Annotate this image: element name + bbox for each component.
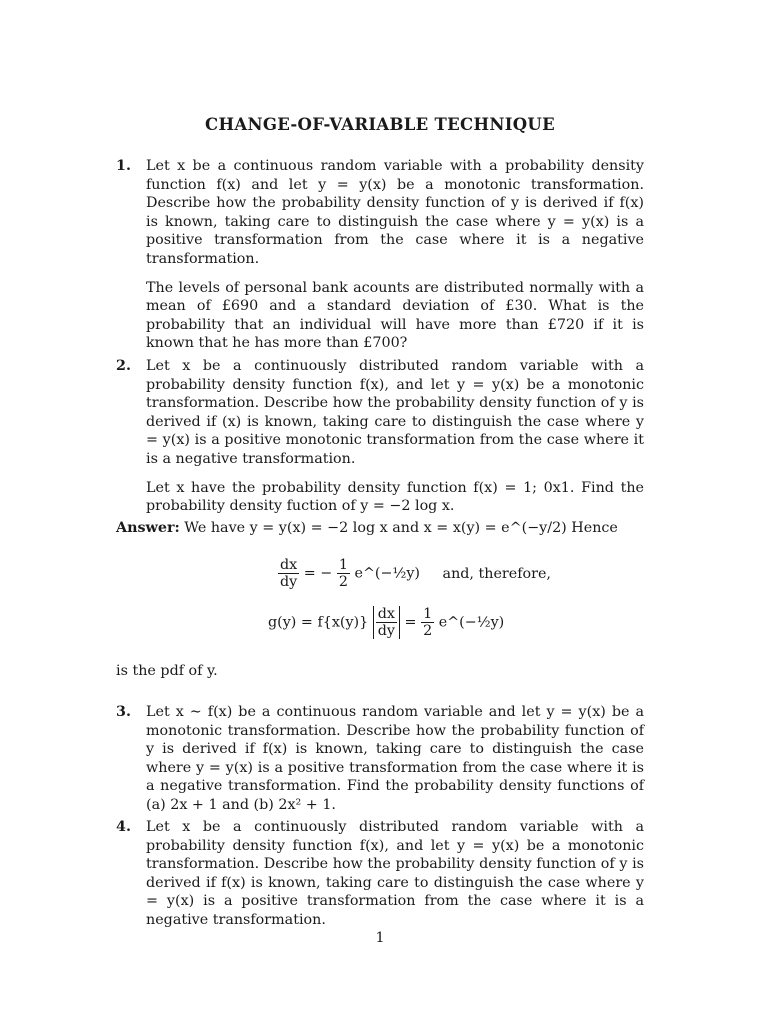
page-number: 1 (375, 930, 385, 946)
exponential-term: e^(−½y) (354, 565, 420, 582)
question-2 (116, 357, 644, 526)
question-4 (116, 818, 644, 940)
fraction-denominator: 2 (338, 574, 348, 590)
question-paragraph: The levels of personal bank acounts are distributed normally with a mean of £690 and a standard deviation of £30. What is the probability that an individual will have more than £720 if it is known that he has more than £700? (146, 279, 644, 352)
answer-closing: is the pdf of y. (116, 663, 218, 679)
question-number: 2. (116, 358, 131, 374)
question-paragraph: Let x be a continuously distributed random variable with a probability density function f(x), and let y = y(x) be a monotonic transformation. Describe how the probability density function of y is derived if f(x) is known, taking care to distinguish the case where y = y(x) is a positive transformation from the case where it is a negative transformation. (146, 819, 644, 928)
answer-line (116, 519, 644, 538)
equation-derivative (278, 557, 598, 597)
absolute-value (373, 606, 400, 639)
question-paragraph: Let x ∼ f(x) be a continuous random variable and let y = y(x) be a monotonic transformation. Describe how the probability function of y is derived if f(x) is known, taking care to distinguish the case where y = y(x) is a positive transformation from the case where it is a negative transformation. Find the probability density functions of (a) 2x + 1 and (b) 2x² + 1. (146, 704, 644, 813)
question-3 (116, 703, 644, 825)
fraction-numerator: dx (377, 606, 395, 622)
fraction-dxdy (376, 606, 397, 639)
fraction-half (421, 606, 434, 639)
fraction-denominator: dy (279, 574, 298, 590)
fraction-half (337, 557, 350, 590)
question-paragraph: Let x have the probability density function f(x) = 1; 0x1. Find the probability density fuction of y = −2 log x. (146, 479, 644, 515)
fraction-numerator: 1 (423, 606, 433, 622)
equation-connector: and, therefore, (442, 565, 551, 582)
question-number: 1. (116, 158, 131, 174)
answer-text: We have y = y(x) = −2 log x and x = x(y) = e^(−y/2) Hence (184, 520, 618, 536)
fraction-numerator: dx (280, 557, 298, 573)
page-title: CHANGE-OF-VARIABLE TECHNIQUE (205, 115, 555, 134)
question-1 (116, 157, 644, 363)
exponential-term: e^(−½y) (438, 614, 505, 631)
equals-sign: = (404, 614, 417, 631)
question-paragraph: Let x be a continuously distributed random variable with a probability density function f(x), and let y = y(x) be a monotonic transformation. Describe how the probability density function of y is derived if (x) is known, taking care to distinguish the case where y = y(x) is a positive monotonic transformation from the case where it is a negative transformation. (146, 358, 644, 467)
fraction-denominator: dy (377, 623, 395, 639)
fraction-denominator: 2 (423, 623, 433, 639)
answer-label: Answer: (116, 520, 180, 536)
question-number: 4. (116, 819, 131, 835)
question-paragraph: Let x be a continuous random variable with a probability density function f(x) and let y = y(x) be a monotonic transformation. Describe how the probability density function of y is derived if f(x) is known, taking care to distinguish the case where y = y(x) is a positive transformation from the case where it is a negative transformation. (146, 158, 644, 267)
fraction-dxdy (278, 557, 299, 590)
question-number: 3. (116, 704, 131, 720)
equation-pdf (268, 606, 588, 648)
pdf-lhs: g(y) = f{x(y)} (268, 614, 369, 631)
fraction-numerator: 1 (338, 557, 348, 573)
equals-sign: = − (303, 565, 333, 582)
